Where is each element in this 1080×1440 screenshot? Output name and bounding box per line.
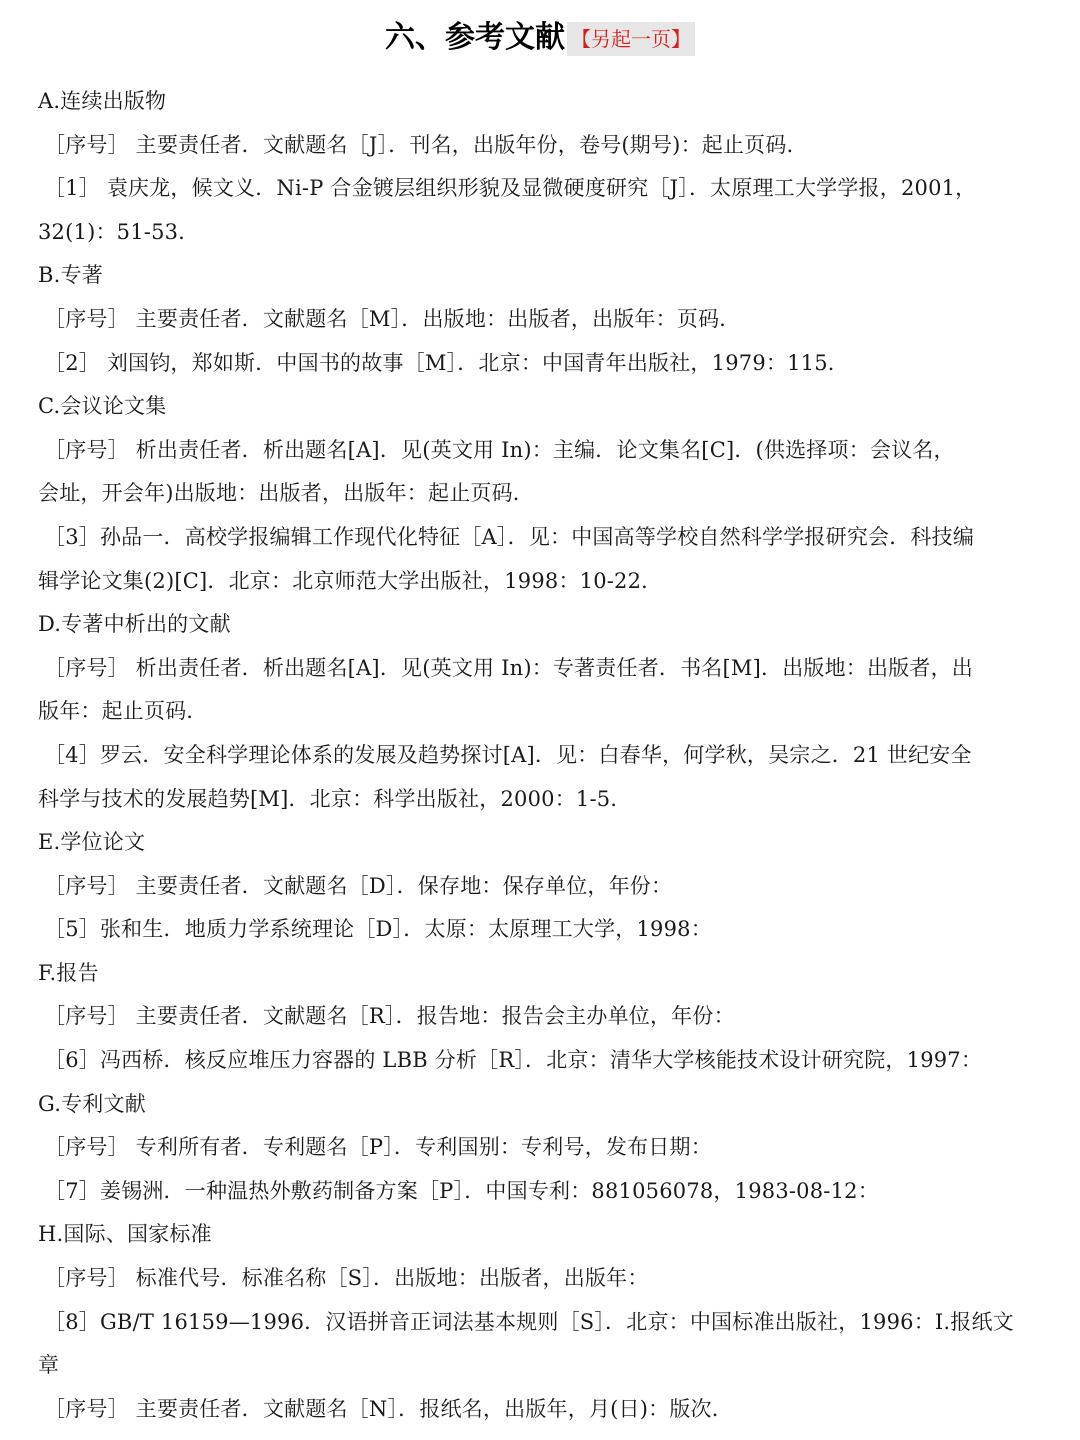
- reference-4: ［4］罗云．安全科学理论体系的发展及趋势探讨[A]．见：白春华，何学秋，吴宗之．21 世纪安全: [44, 742, 972, 767]
- format-line-f: ［序号］ 主要责任者．文献题名［R］．报告地：报告会主办单位，年份：: [44, 1004, 735, 1029]
- title-note: 【另起一页】: [567, 22, 695, 56]
- format-line-h: ［序号］ 标准代号．标准名称［S］．出版地：出版者，出版年：: [44, 1266, 649, 1291]
- section-heading-b: B.专著: [38, 263, 103, 288]
- reference-1: ［1］ 袁庆龙，候文义．Ni-P 合金镀层组织形貌及显微硬度研究［J］．太原理工大学学报，2001，: [44, 176, 977, 201]
- reference-3-continued: 辑学论文集(2)[C]．北京：北京师范大学出版社，1998：10-22．: [38, 568, 663, 593]
- section-heading-h: H.国际、国家标准: [38, 1222, 212, 1247]
- page-title: [0, 14, 1080, 62]
- reference-7: ［7］姜锡洲．一种温热外敷药制备方案［P］．中国专利：881056078，1983-08-12：: [44, 1178, 879, 1203]
- reference-4-continued: 科学与技术的发展趋势[M]．北京：科学出版社，2000：1-5．: [38, 786, 632, 811]
- format-line-c-continued: 会址，开会年)出版地：出版者，出版年：起止页码．: [38, 481, 534, 506]
- reference-3: ［3］孙品一．高校学报编辑工作现代化特征［A］．见：中国高等学校自然科学学报研究会．科技编: [44, 524, 975, 549]
- reference-8: ［8］GB/T 16159—1996．汉语拼音正词法基本规则［S］．北京：中国标准出版社，1996：I.报纸文: [44, 1309, 1014, 1334]
- section-heading-c: C.会议论文集: [38, 394, 167, 419]
- format-line-a: ［序号］ 主要责任者．文献题名［J］．刊名，出版年份，卷号(期号)：起止页码．: [44, 132, 808, 157]
- reference-list: [38, 80, 1028, 1431]
- format-line-d: ［序号］ 析出责任者．析出题名[A]．见(英文用 In)：专著责任者．书名[M]．出版地：出版者，出: [44, 655, 973, 680]
- title-main: 六、参考文献: [385, 20, 565, 55]
- reference-6: ［6］冯西桥．核反应堆压力容器的 LBB 分析［R］．北京：清华大学核能技术设计研究院，1997：: [44, 1048, 983, 1073]
- reference-8-continued: 章: [38, 1353, 60, 1378]
- section-heading-a: A.连续出版物: [38, 89, 167, 113]
- format-line-c: ［序号］ 析出责任者．析出题名[A]．见(英文用 In)：主编．论文集名[C]．(供选择项：会议名，: [44, 437, 955, 462]
- format-line-g: ［序号］ 专利所有者．专利题名［P］．专利国别：专利号，发布日期：: [44, 1135, 712, 1160]
- reference-2: ［2］ 刘国钧，郑如斯．中国书的故事［M］．北京：中国青年出版社，1979：115．: [44, 350, 849, 375]
- reference-1-continued: 32(1)：51-53．: [38, 219, 200, 244]
- reference-5: ［5］张和生．地质力学系统理论［D］．太原：太原理工大学，1998：: [44, 917, 712, 942]
- section-heading-f: F.报告: [38, 960, 99, 985]
- section-heading-e: E.学位论文: [38, 830, 146, 855]
- format-line-b: ［序号］ 主要责任者．文献题名［M］．出版地：出版者，出版年：页码．: [44, 306, 741, 331]
- format-line-i: ［序号］ 主要责任者．文献题名［N］．报纸名，出版年，月(日)：版次．: [44, 1396, 733, 1421]
- format-line-e: ［序号］ 主要责任者．文献题名［D］．保存地：保存单位，年份：: [44, 873, 673, 898]
- format-line-d-continued: 版年：起止页码．: [38, 699, 208, 724]
- section-heading-g: G.专利文献: [38, 1091, 146, 1116]
- section-heading-d: D.专著中析出的文献: [38, 612, 231, 637]
